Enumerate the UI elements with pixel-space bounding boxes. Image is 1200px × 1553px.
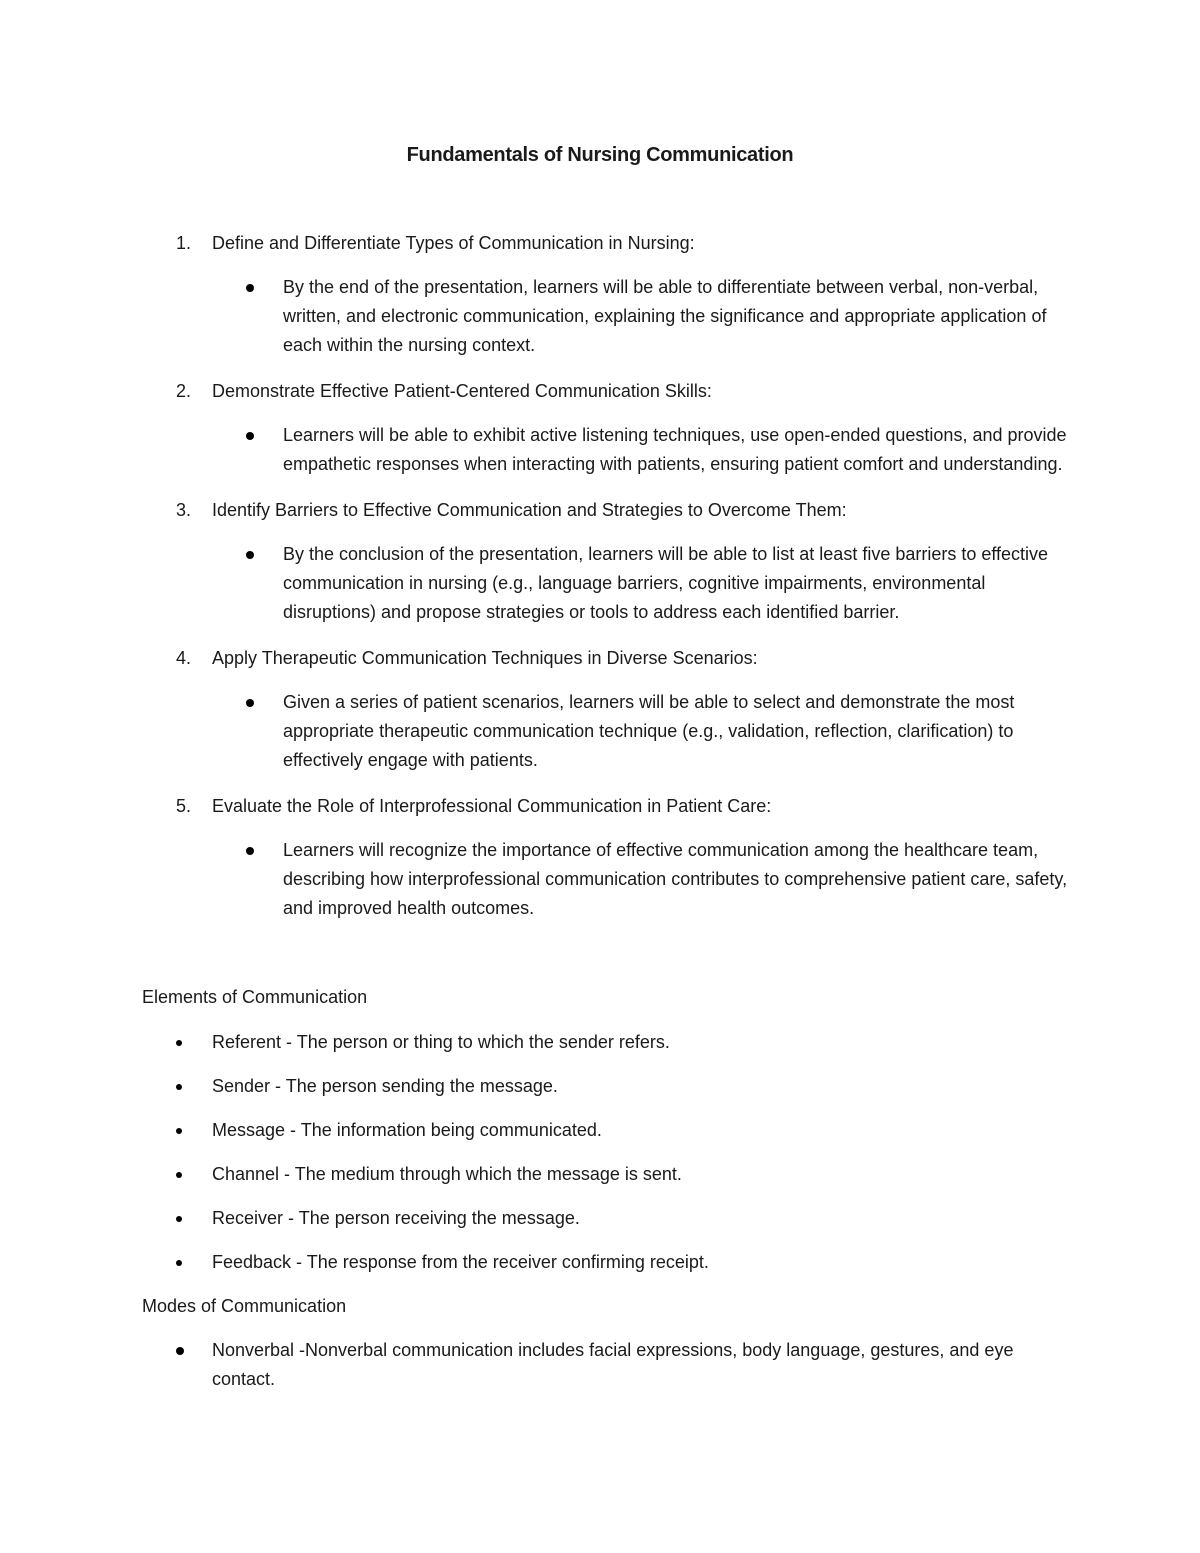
objective-bullets (0, 688, 1200, 775)
objective-item (0, 377, 1200, 479)
objective-bullets (0, 273, 1200, 360)
objective-heading-text: Apply Therapeutic Communication Techniques in Diverse Scenarios: (212, 648, 758, 668)
element-text: Sender - The person sending the message. (212, 1076, 558, 1096)
objective-item (0, 496, 1200, 627)
element-text: Referent - The person or thing to which the sender refers. (212, 1032, 670, 1052)
bullet-dot-icon (246, 699, 254, 707)
objective-number: 4. (176, 648, 192, 668)
objective-item (0, 229, 1200, 360)
objective-item (0, 792, 1200, 923)
bullet-dot-icon (176, 1260, 182, 1266)
bullet-dot-icon (176, 1128, 182, 1134)
objective-number: 2. (176, 381, 192, 401)
element-item (0, 1248, 1200, 1277)
objective-heading-text: Define and Differentiate Types of Communication in Nursing: (212, 233, 695, 253)
objective-heading (0, 792, 1200, 821)
objective-heading (0, 377, 1200, 406)
objective-heading-text: Evaluate the Role of Interprofessional Communication in Patient Care: (212, 796, 772, 816)
objective-number: 5. (176, 796, 192, 816)
objective-number: 1. (176, 233, 192, 253)
objective-heading-text: Identify Barriers to Effective Communication and Strategies to Overcome Them: (212, 500, 847, 520)
objective-bullet (0, 688, 1073, 775)
element-text: Message - The information being communicated. (212, 1120, 602, 1140)
element-text: Channel - The medium through which the message is sent. (212, 1164, 682, 1184)
objective-bullet (0, 836, 1073, 923)
element-item (0, 1204, 1200, 1233)
bullet-dot-icon (176, 1216, 182, 1222)
objective-bullet (0, 273, 1073, 360)
bullet-dot-icon (246, 432, 254, 440)
element-item (0, 1116, 1200, 1145)
bullet-dot-icon (176, 1172, 182, 1178)
bullet-dot-icon (246, 284, 254, 292)
element-item (0, 1160, 1200, 1189)
modes-list (0, 1336, 1200, 1394)
objective-bullets (0, 421, 1200, 479)
bullet-dot-icon (246, 847, 254, 855)
objective-bullet-text: By the conclusion of the presentation, learners will be able to list at least five barriers to effective communication in nursing (e.g., language barriers, cognitive impairments, environmental disruptions) and propose strategies or tools to address each identified barrier. (283, 544, 1049, 622)
objective-heading-text: Demonstrate Effective Patient-Centered Communication Skills: (212, 381, 712, 401)
mode-text: Nonverbal -Nonverbal communication includes facial expressions, body language, gestures, and eye contact. (212, 1340, 1014, 1389)
objective-heading (0, 496, 1200, 525)
objective-heading (0, 229, 1200, 258)
objective-bullet-text: Learners will be able to exhibit active listening techniques, use open-ended questions, and provide empathetic responses when interacting with patients, ensuring patient comfort and understanding. (283, 425, 1067, 474)
modes-heading: Modes of Communication (142, 1296, 347, 1316)
objective-bullets (0, 540, 1200, 627)
bullet-dot-icon (176, 1347, 184, 1355)
elements-list (0, 1028, 1200, 1292)
objective-heading (0, 644, 1200, 673)
bullet-dot-icon (176, 1040, 182, 1046)
objective-bullet-text: By the end of the presentation, learners will be able to differentiate between verbal, non-verbal, written, and electronic communication, explaining the significance and appropriate application of each within the nursing context. (283, 277, 1047, 355)
objective-bullet (0, 540, 1073, 627)
objectives-list (0, 229, 1200, 940)
element-item (0, 1028, 1200, 1057)
objective-bullets (0, 836, 1200, 923)
bullet-dot-icon (246, 551, 254, 559)
objective-bullet-text: Given a series of patient scenarios, learners will be able to select and demonstrate the most appropriate therapeutic communication technique (e.g., validation, reflection, clarification) to effectively engage with patients. (283, 692, 1015, 770)
elements-heading: Elements of Communication (142, 987, 368, 1007)
element-text: Feedback - The response from the receiver confirming receipt. (212, 1252, 709, 1272)
objective-bullet-text: Learners will recognize the importance of effective communication among the healthcare team, describing how interprofessional communication contributes to comprehensive patient care, safety, and improved health outcomes. (283, 840, 1068, 918)
mode-item (0, 1336, 1062, 1394)
element-text: Receiver - The person receiving the message. (212, 1208, 580, 1228)
element-item (0, 1072, 1200, 1101)
objective-item (0, 644, 1200, 775)
document-title: Fundamentals of Nursing Communication (406, 144, 794, 166)
objective-bullet (0, 421, 1073, 479)
objective-number: 3. (176, 500, 192, 520)
bullet-dot-icon (176, 1084, 182, 1090)
